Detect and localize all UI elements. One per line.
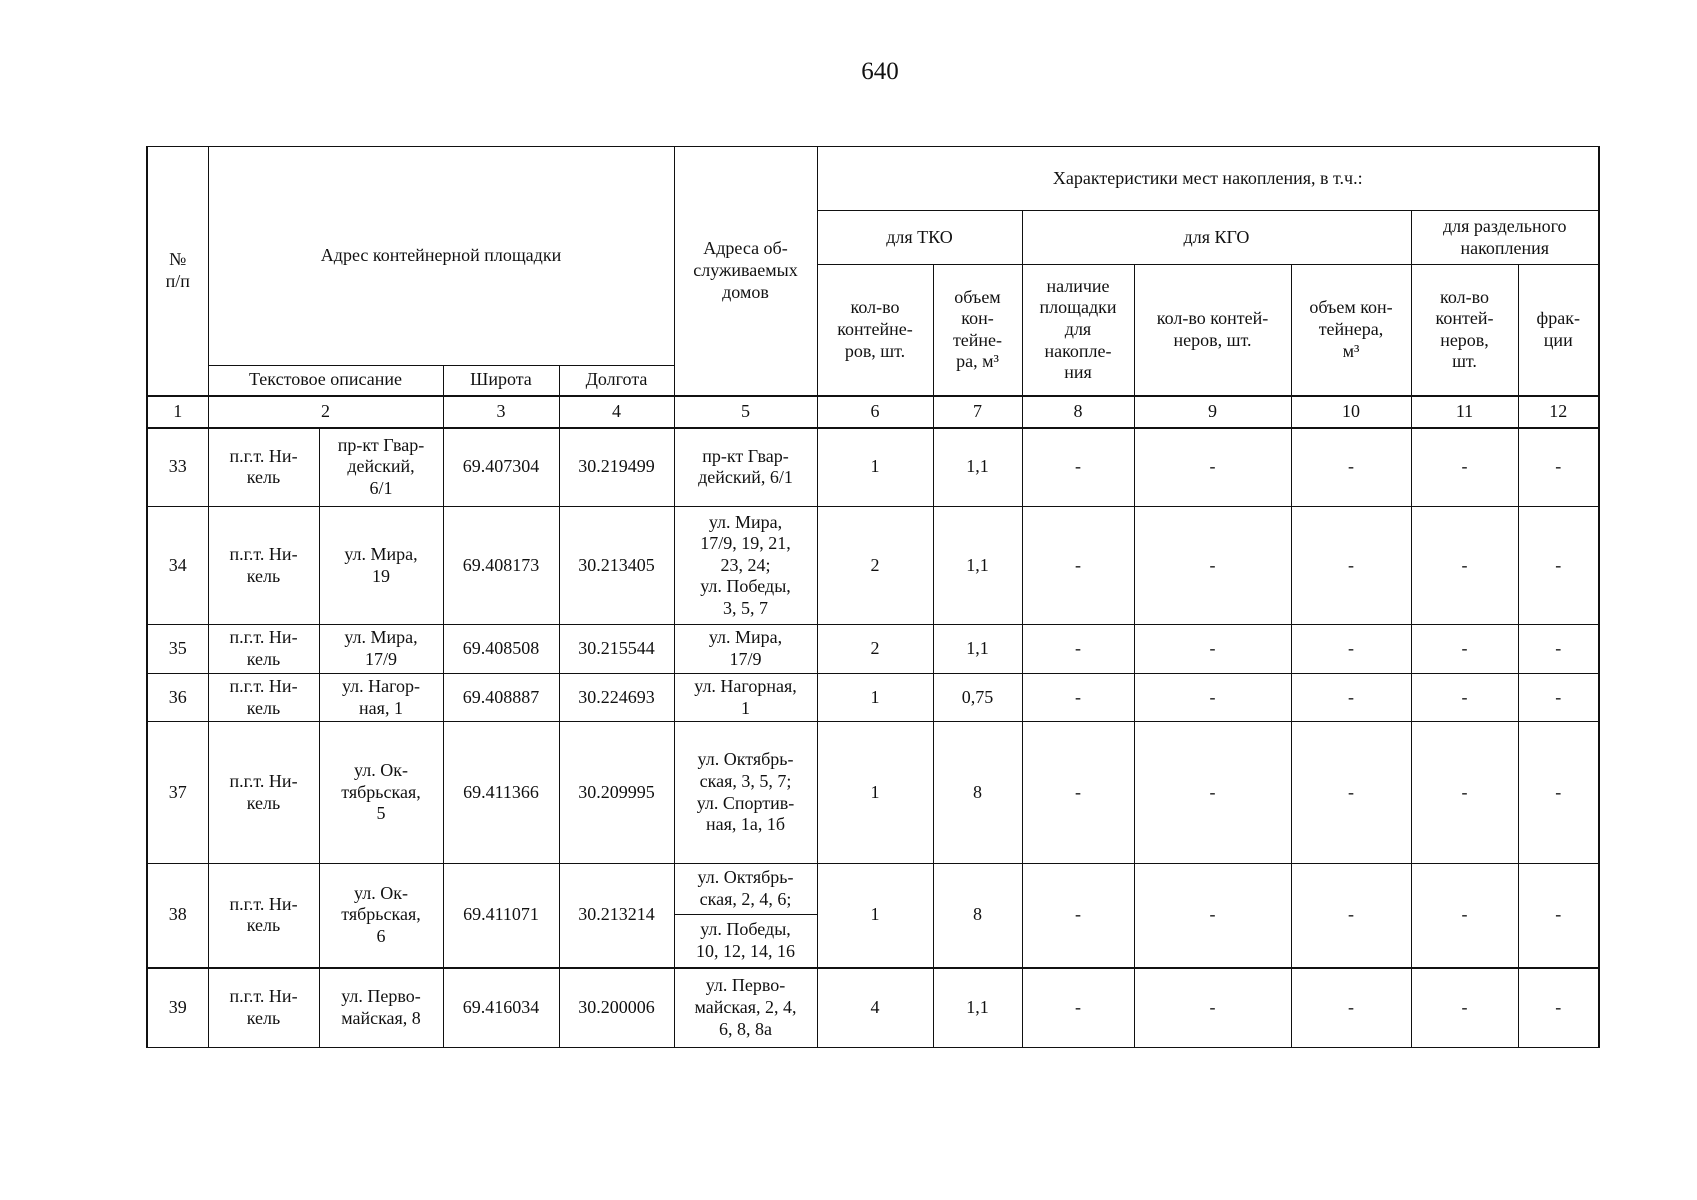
kgo-volume: - — [1291, 507, 1411, 625]
latitude: 69.407304 — [443, 428, 559, 507]
street: ул. Ок- тябрьская, 5 — [319, 722, 443, 864]
row-num: 38 — [147, 864, 208, 968]
longitude: 30.219499 — [559, 428, 674, 507]
street: ул. Мира, 17/9 — [319, 625, 443, 674]
tko-volume: 1,1 — [933, 625, 1022, 674]
header-tko-count: кол-во контейне- ров, шт. — [817, 265, 933, 396]
row-num: 34 — [147, 507, 208, 625]
kgo-site: - — [1022, 428, 1134, 507]
header-served-houses: Адреса об- служиваемых домов — [674, 147, 817, 396]
header-characteristics: Характеристики мест накопления, в т.ч.: — [817, 147, 1599, 211]
kgo-site: - — [1022, 625, 1134, 674]
row-num: 39 — [147, 968, 208, 1048]
settlement: п.г.т. Ни- кель — [208, 507, 319, 625]
kgo-count: - — [1134, 864, 1291, 968]
served-houses: ул. Мира, 17/9, 19, 21, 23, 24; ул. Победы, 3, 5, 7 — [674, 507, 817, 625]
settlement: п.г.т. Ни- кель — [208, 864, 319, 968]
col-number: 2 — [208, 396, 443, 428]
col-number: 9 — [1134, 396, 1291, 428]
col-number: 3 — [443, 396, 559, 428]
col-number: 1 — [147, 396, 208, 428]
kgo-volume: - — [1291, 968, 1411, 1048]
longitude: 30.200006 — [559, 968, 674, 1048]
sep-count: - — [1411, 674, 1518, 722]
sep-count: - — [1411, 507, 1518, 625]
kgo-site: - — [1022, 722, 1134, 864]
table-row — [147, 864, 1599, 915]
served-houses: ул. Октябрь- ская, 2, 4, 6; — [674, 864, 817, 915]
served-houses-extra: ул. Победы, 10, 12, 14, 16 — [674, 915, 817, 968]
col-number: 11 — [1411, 396, 1518, 428]
header-separate: для раздельного накопления — [1411, 211, 1599, 265]
tko-volume: 8 — [933, 722, 1022, 864]
table-row — [147, 507, 1599, 625]
kgo-site: - — [1022, 674, 1134, 722]
sep-fractions: - — [1518, 864, 1599, 968]
kgo-site: - — [1022, 507, 1134, 625]
tko-count: 1 — [817, 674, 933, 722]
kgo-count: - — [1134, 674, 1291, 722]
sep-count: - — [1411, 968, 1518, 1048]
kgo-volume: - — [1291, 864, 1411, 968]
served-houses: ул. Мира, 17/9 — [674, 625, 817, 674]
tko-count: 1 — [817, 864, 933, 968]
header-num: № п/п — [147, 147, 208, 396]
tko-volume: 1,1 — [933, 507, 1022, 625]
latitude: 69.411366 — [443, 722, 559, 864]
row-num: 36 — [147, 674, 208, 722]
table-row — [147, 625, 1599, 674]
served-houses: ул. Нагорная, 1 — [674, 674, 817, 722]
col-number: 12 — [1518, 396, 1599, 428]
sep-fractions: - — [1518, 507, 1599, 625]
tko-count: 2 — [817, 625, 933, 674]
kgo-count: - — [1134, 968, 1291, 1048]
latitude: 69.408887 — [443, 674, 559, 722]
sep-count: - — [1411, 722, 1518, 864]
col-number: 10 — [1291, 396, 1411, 428]
street: ул. Нагор- ная, 1 — [319, 674, 443, 722]
sep-count: - — [1411, 864, 1518, 968]
latitude: 69.411071 — [443, 864, 559, 968]
row-num: 35 — [147, 625, 208, 674]
header-sep-count: кол-во контей- неров, шт. — [1411, 265, 1518, 396]
settlement: п.г.т. Ни- кель — [208, 968, 319, 1048]
latitude: 69.408508 — [443, 625, 559, 674]
col-number: 7 — [933, 396, 1022, 428]
table-row — [147, 722, 1599, 864]
sep-fractions: - — [1518, 428, 1599, 507]
longitude: 30.213214 — [559, 864, 674, 968]
tko-volume: 8 — [933, 864, 1022, 968]
column-numbers-row — [147, 396, 1599, 428]
latitude: 69.408173 — [443, 507, 559, 625]
kgo-volume: - — [1291, 722, 1411, 864]
table-row — [147, 968, 1599, 1048]
kgo-site: - — [1022, 968, 1134, 1048]
tko-volume: 1,1 — [933, 428, 1022, 507]
settlement: п.г.т. Ни- кель — [208, 674, 319, 722]
row-num: 33 — [147, 428, 208, 507]
tko-count: 1 — [817, 428, 933, 507]
kgo-count: - — [1134, 722, 1291, 864]
street: ул. Мира, 19 — [319, 507, 443, 625]
header-kgo-volume: объем кон- тейнера, м³ — [1291, 265, 1411, 396]
longitude: 30.215544 — [559, 625, 674, 674]
sep-count: - — [1411, 428, 1518, 507]
tko-count: 2 — [817, 507, 933, 625]
kgo-volume: - — [1291, 674, 1411, 722]
header-tko: для ТКО — [817, 211, 1022, 265]
sep-fractions: - — [1518, 674, 1599, 722]
table-row — [147, 674, 1599, 722]
sep-fractions: - — [1518, 722, 1599, 864]
longitude: 30.224693 — [559, 674, 674, 722]
sep-fractions: - — [1518, 625, 1599, 674]
settlement: п.г.т. Ни- кель — [208, 428, 319, 507]
served-houses: ул. Перво- майская, 2, 4, 6, 8, 8а — [674, 968, 817, 1048]
header-address-group: Адрес контейнерной площадки — [208, 147, 674, 366]
kgo-count: - — [1134, 625, 1291, 674]
kgo-count: - — [1134, 507, 1291, 625]
tko-volume: 0,75 — [933, 674, 1022, 722]
kgo-count: - — [1134, 428, 1291, 507]
latitude: 69.416034 — [443, 968, 559, 1048]
row-num: 37 — [147, 722, 208, 864]
col-number: 5 — [674, 396, 817, 428]
kgo-volume: - — [1291, 428, 1411, 507]
settlement: п.г.т. Ни- кель — [208, 625, 319, 674]
served-houses: ул. Октябрь- ская, 3, 5, 7; ул. Спортив- ная, 1а, 1б — [674, 722, 817, 864]
kgo-volume: - — [1291, 625, 1411, 674]
col-number: 4 — [559, 396, 674, 428]
tko-volume: 1,1 — [933, 968, 1022, 1048]
header-longitude: Долгота — [559, 366, 674, 396]
sep-fractions: - — [1518, 968, 1599, 1048]
street: пр-кт Гвар- дейский, 6/1 — [319, 428, 443, 507]
col-number: 6 — [817, 396, 933, 428]
container-sites-table — [146, 146, 1600, 1048]
street: ул. Перво- майская, 8 — [319, 968, 443, 1048]
header-text-description: Текстовое описание — [208, 366, 443, 396]
settlement: п.г.т. Ни- кель — [208, 722, 319, 864]
header-kgo: для КГО — [1022, 211, 1411, 265]
page-number: 640 — [861, 58, 899, 85]
longitude: 30.213405 — [559, 507, 674, 625]
header-tko-volume: объем кон- тейне- ра, м³ — [933, 265, 1022, 396]
header-latitude: Широта — [443, 366, 559, 396]
sep-count: - — [1411, 625, 1518, 674]
served-houses: пр-кт Гвар- дейский, 6/1 — [674, 428, 817, 507]
table-row — [147, 428, 1599, 507]
header-kgo-site: наличие площадки для накопле- ния — [1022, 265, 1134, 396]
col-number: 8 — [1022, 396, 1134, 428]
street: ул. Ок- тябрьская, 6 — [319, 864, 443, 968]
longitude: 30.209995 — [559, 722, 674, 864]
header-sep-fractions: фрак- ции — [1518, 265, 1599, 396]
header-kgo-count: кол-во контей- неров, шт. — [1134, 265, 1291, 396]
tko-count: 1 — [817, 722, 933, 864]
kgo-site: - — [1022, 864, 1134, 968]
tko-count: 4 — [817, 968, 933, 1048]
